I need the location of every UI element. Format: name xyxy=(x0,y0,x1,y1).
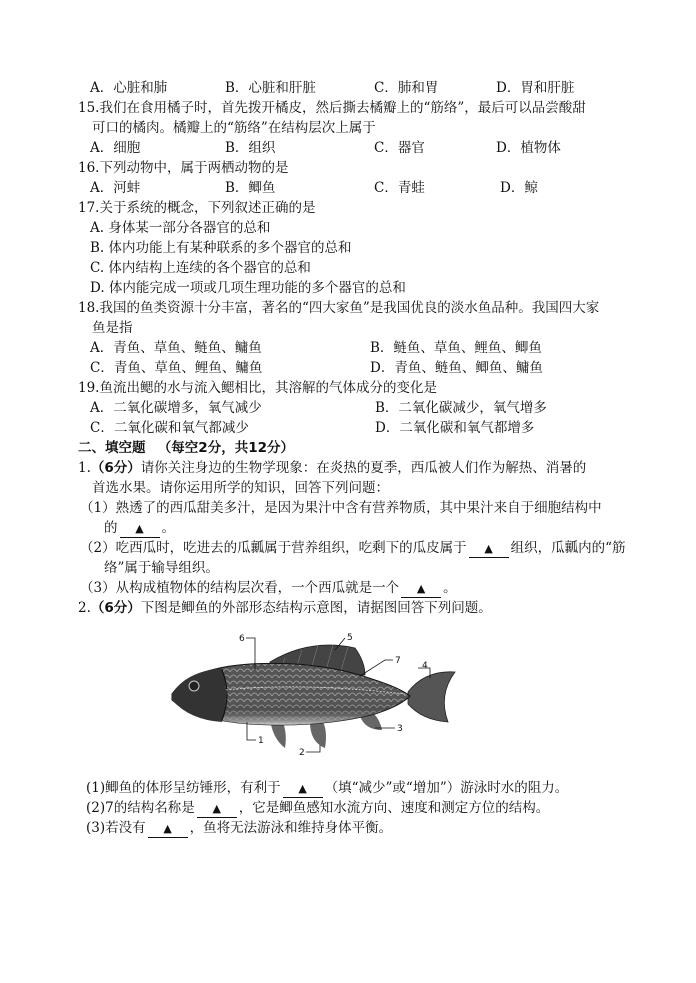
label-1: 1 xyxy=(258,736,264,746)
answer-blank[interactable]: ▲ xyxy=(197,801,237,818)
fill2-part2-suffix: ，它是鲫鱼感知水流方向、速度和测定方位的结构。 xyxy=(238,800,550,816)
q18-option-d: D．青鱼、鲢鱼、鲫鱼、鳙鱼 xyxy=(370,360,543,376)
label-4: 4 xyxy=(422,661,428,671)
fill2-part1 xyxy=(86,778,568,798)
q18-option-b: B．鲢鱼、草鱼、鲤鱼、鲫鱼 xyxy=(370,340,542,356)
section-title: 二、填空题 xyxy=(78,440,146,456)
q14-option-c: C．肺和胃 xyxy=(374,80,439,96)
q18-stem-line1: 18.我国的鱼类资源十分丰富，著名的“四大家鱼”是我国优良的淡水鱼品种。我国四大家 xyxy=(78,300,600,316)
fill1-part2-prefix: （2）吃西瓜时，吃进去的瓜瓤属于营养组织，吃剩下的瓜皮属于 xyxy=(80,540,467,556)
q18-option-c: C．青鱼、草鱼、鲤鱼、鳙鱼 xyxy=(90,360,263,376)
fish-head xyxy=(172,668,226,722)
section-heading xyxy=(78,438,294,458)
q17-option-a: A. 身体某一部分各器官的总和 xyxy=(90,220,271,236)
q19-option-d: D．二氧化碳和氧气都增多 xyxy=(375,420,535,436)
fill1-part2-suffix: 组织，瓜瓤内的“筋 xyxy=(510,540,626,556)
q19-option-a: A．二氧化碳增多，氧气减少 xyxy=(90,400,262,416)
answer-blank[interactable]: ▲ xyxy=(120,521,160,538)
q16-stem: 16.下列动物中，属于两栖动物的是 xyxy=(78,160,289,176)
q15-option-a: A．细胞 xyxy=(90,140,141,156)
q17-option-d: D. 体内能完成一项或几项生理功能的多个器官的总和 xyxy=(90,280,406,296)
fill1-part1-line1: （1）熟透了的西瓜甜美多汁，是因为果汁中含有营养物质，其中果汁来自于细胞结构中 xyxy=(80,500,602,516)
q16-option-b: B．鲫鱼 xyxy=(225,180,276,196)
answer-blank[interactable]: ▲ xyxy=(401,581,441,598)
fill2-part3-suffix: ，鱼将无法游泳和维持身体平衡。 xyxy=(189,820,393,836)
fill1-intro-line1 xyxy=(78,458,586,478)
q14-option-d: D．胃和肝脏 xyxy=(496,80,575,96)
q15-option-b: B．组织 xyxy=(225,140,276,156)
label-2: 2 xyxy=(299,748,305,758)
answer-blank[interactable]: ▲ xyxy=(283,781,323,798)
fill1-part3 xyxy=(80,578,457,598)
q16-option-d: D．鲸 xyxy=(500,180,538,196)
label-3: 3 xyxy=(397,724,403,734)
q14-option-a: A．心脏和肺 xyxy=(90,80,168,96)
fish-diagram xyxy=(160,630,460,760)
fill1-score: （6分） xyxy=(90,460,141,476)
q16-option-a: A．河蚌 xyxy=(90,180,141,196)
fill2-part1-prefix: (1)鲫鱼的体形呈纺锤形，有利于 xyxy=(86,780,281,796)
fill2-number: 2. xyxy=(78,600,91,616)
q19-option-b: B．二氧化碳减少，氧气增多 xyxy=(375,400,547,416)
fill1-part2-line2: 络”属于输导组织。 xyxy=(104,560,219,576)
fill1-part1-prefix: 的 xyxy=(104,520,118,536)
fill1-part3-prefix: （3）从构成植物体的结构层次看，一个西瓜就是一个 xyxy=(80,580,400,596)
fill2-score: （6分） xyxy=(90,600,141,616)
q15-option-c: C．器官 xyxy=(374,140,425,156)
fill1-intro-line2: 首选水果。请你运用所学的知识，回答下列问题： xyxy=(92,480,389,496)
fill1-number: 1. xyxy=(78,460,91,476)
fill1-part1-suffix: 。 xyxy=(161,520,175,536)
caudal-fin xyxy=(408,672,455,722)
label-5: 5 xyxy=(347,633,353,643)
fish-eye xyxy=(189,681,199,691)
fill2-part2-prefix: (2)7的结构名称是 xyxy=(86,800,195,816)
q17-stem: 17.关于系统的概念，下列叙述正确的是 xyxy=(78,200,316,216)
q19-stem: 19.鱼流出鳃的水与流入鳃相比，其溶解的气体成分的变化是 xyxy=(78,380,437,396)
q15-option-d: D．植物体 xyxy=(496,140,561,156)
label-6: 6 xyxy=(239,634,245,644)
fill2-part1-suffix: （填“减少”或“增加”）游泳时水的阻力。 xyxy=(324,780,569,796)
fill1-intro-text: 请你关注身边的生物学现象：在炎热的夏季，西瓜被人们作为解热、消暑的 xyxy=(140,460,587,476)
q17-option-c: C. 体内结构上连续的各个器官的总和 xyxy=(90,260,311,276)
fill1-part2-line1 xyxy=(80,538,626,558)
q18-stem-line2: 鱼是指 xyxy=(92,320,133,336)
q16-option-c: C．青蛙 xyxy=(374,180,425,196)
fill2-part3 xyxy=(86,818,392,838)
q18-option-a: A．青鱼、草鱼、鲢鱼、鳙鱼 xyxy=(90,340,262,356)
q19-option-c: C．二氧化碳和氧气都减少 xyxy=(90,420,249,436)
fill2-part3-prefix: (3)若没有 xyxy=(86,820,146,836)
q15-stem-line2: 可口的橘肉。橘瓣上的“筋络”在结构层次上属于 xyxy=(92,120,376,136)
section-score-note: （每空2分，共12分） xyxy=(157,440,294,456)
fill1-part1-line2 xyxy=(104,518,175,538)
fill1-part3-suffix: 。 xyxy=(443,580,457,596)
fill2-intro-text: 下图是鲫鱼的外部形态结构示意图，请据图回答下列问题。 xyxy=(140,600,492,616)
answer-blank[interactable]: ▲ xyxy=(148,821,188,838)
q15-stem-line1: 15.我们在食用橘子时，首先拨开橘皮，然后撕去橘瓣上的“筋络”，最后可以品尝酸甜 xyxy=(78,100,586,116)
q14-option-b: B．心脏和肝脏 xyxy=(225,80,316,96)
q17-option-b: B. 体内功能上有某种联系的多个器官的总和 xyxy=(90,240,352,256)
fill2-intro xyxy=(78,598,492,618)
label-7: 7 xyxy=(395,656,401,666)
answer-blank[interactable]: ▲ xyxy=(469,541,509,558)
fill2-part2 xyxy=(86,798,549,818)
